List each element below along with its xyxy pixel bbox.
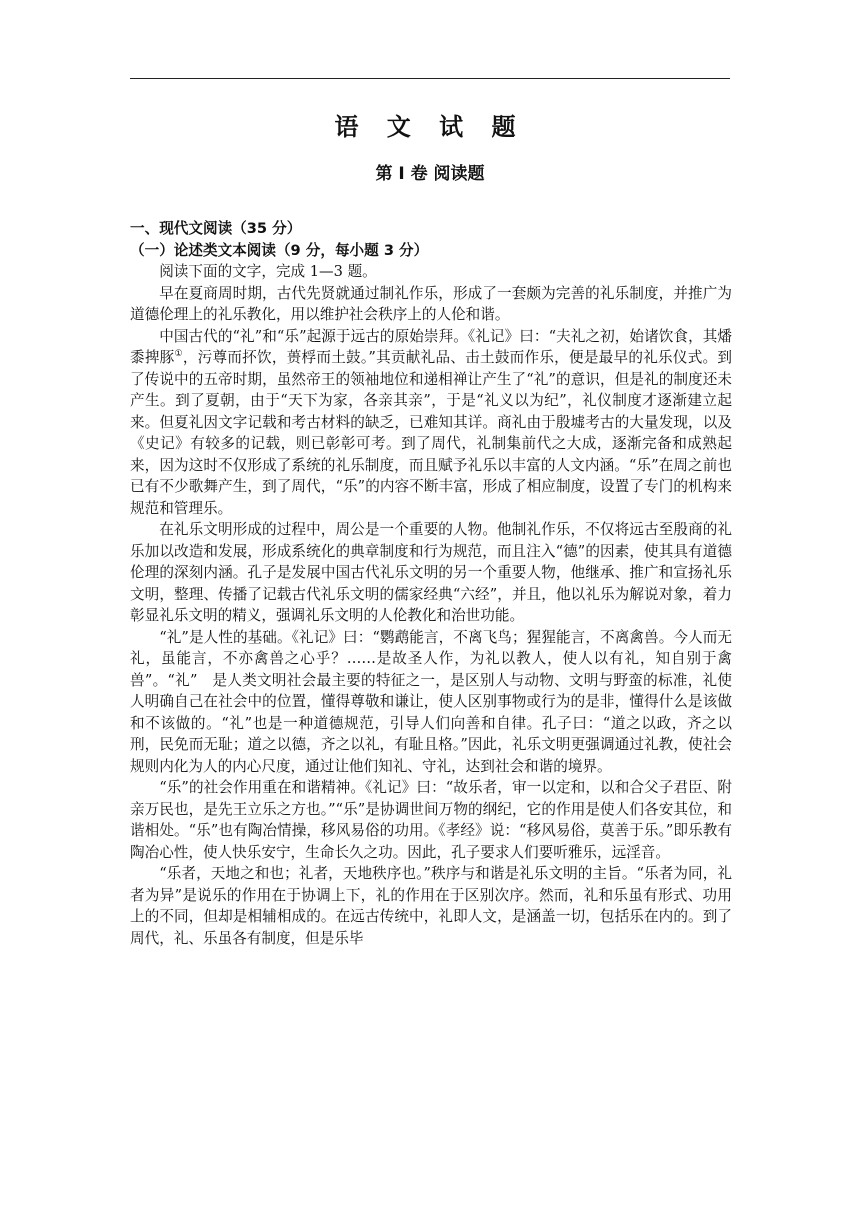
- footnote-mark: ①: [174, 349, 183, 360]
- instruction-text: 阅读下面的文字，完成 1—3 题。: [159, 263, 377, 280]
- section-heading: 一、现代文阅读（35 分）: [130, 220, 302, 237]
- page-title: 语 文 试 题: [334, 113, 526, 141]
- paragraph-2-text: 中国古代的“礼”和“乐”起源于远古的原始崇拜。《礼记》曰：“夫礼之初，始诸饮食，其燔黍捭豚: [130, 327, 732, 366]
- paragraph-6: “乐者，天地之和也；礼者，天地秩序也。”秩序与和谐是礼乐文明的主旨。“乐者为同，礼者为异”是说乐的作用在于协调上下，礼的作用在于区别次序。然而，礼和乐虽有形式、功用上的不同，但却是相辅相成的。在远古传统中，礼即人文，是涵盖一切，包括乐在内的。到了周代，礼、乐虽各有制度，但是乐毕: [130, 865, 732, 947]
- paragraph-2: [130, 326, 732, 520]
- paragraph-5: “乐”的社会作用重在和谐精神。《礼记》曰：“故乐者，审一以定和，以和合父子君臣、附亲万民也，是先王立乐之方也。”“乐”是协调世间万物的纲纪，它的作用是使人们各安其位，和谐相处。“乐”也有陶冶情操，移风易俗的功用。《孝经》说：“移风易俗，莫善于乐。”即乐教有陶冶心性，使人快乐安宁，生命长久之功。因此，孔子要求人们要听雅乐，远淫音。: [130, 779, 732, 861]
- subsection-heading: （一）论述类文本阅读（9 分，每小题 3 分）: [130, 241, 429, 259]
- section-title: 第 I 卷 阅读题: [375, 164, 485, 184]
- paragraph-4: “礼”是人性的基础。《礼记》曰：“鹦鹉能言，不离飞鸟；猩猩能言，不离禽兽。今人而无礼，虽能言，不亦禽兽之心乎？……是故圣人作，为礼以教人，使人以有礼，知自别于禽兽”。“礼” 是人类文明社会最主要的特征之一，是区别人与动物、文明与野蛮的标准，礼使人明确自己在社会中的位置，懂得尊敬和谦让，使人区别事物或行为的是非，懂得什么是该做和不该做的。“礼”也是一种道德规范，引导人们向善和自律。孔子曰：“道之以政，齐之以刑，民免而无耻；道之以德，齐之以礼，有耻且格。”因此，礼乐文明更强调通过礼教，使社会规则内化为人的内心尺度，通过让他们知礼、守礼，达到社会和谐的境界。: [130, 628, 732, 775]
- exam-content: [130, 218, 732, 949]
- paragraph-2-continued: ，污尊而抔饮，蒉桴而土鼓。”其贡献礼品、击土鼓而作乐，便是最早的礼乐仪式。到了传说中的五帝时期，虽然帝王的领袖地位和递相禅让产生了“礼”的意识，但是礼的制度还未产生。到了夏朝，由于“天下为家，各亲其亲”，于是“礼义以为纪”，礼仪制度才逐渐建立起来。但夏礼因文字记载和考古材料的缺乏，已难知其详。商礼由于殷墟考古的大量发现，以及《史记》有较多的记载，则已彰彰可考。到了周代，礼制集前代之大成，逐渐完备和成熟起来，因为这时不仅形成了系统的礼乐制度，而且赋予礼乐以丰富的人文内涵。“乐”在周之前也已有不少歌舞产生，到了周代，“乐”的内容不断丰富，形成了相应制度，设置了专门的机构来规范和管理乐。: [130, 349, 732, 517]
- paragraph-1: 早在夏商周时期，古代先贤就通过制礼作乐，形成了一套颇为完善的礼乐制度，并推广为道德伦理上的礼乐教化，用以维护社会秩序上的人伦和谐。: [130, 284, 732, 323]
- header-rule: [130, 78, 730, 79]
- paragraph-3: 在礼乐文明形成的过程中，周公是一个重要的人物。他制礼作乐，不仅将远古至殷商的礼乐加以改造和发展，形成系统化的典章制度和行为规范，而且注入“德”的因素，使其具有道德伦理的深刻内涵。孔子是发展中国古代礼乐文明的另一个重要人物，他继承、推广和宣扬礼乐文明，整理、传播了记载古代礼乐文明的儒家经典“六经”，并且，他以礼乐为解说对象，着力彰显礼乐文明的精义，强调礼乐文明的人伦教化和治世功能。: [130, 521, 732, 624]
